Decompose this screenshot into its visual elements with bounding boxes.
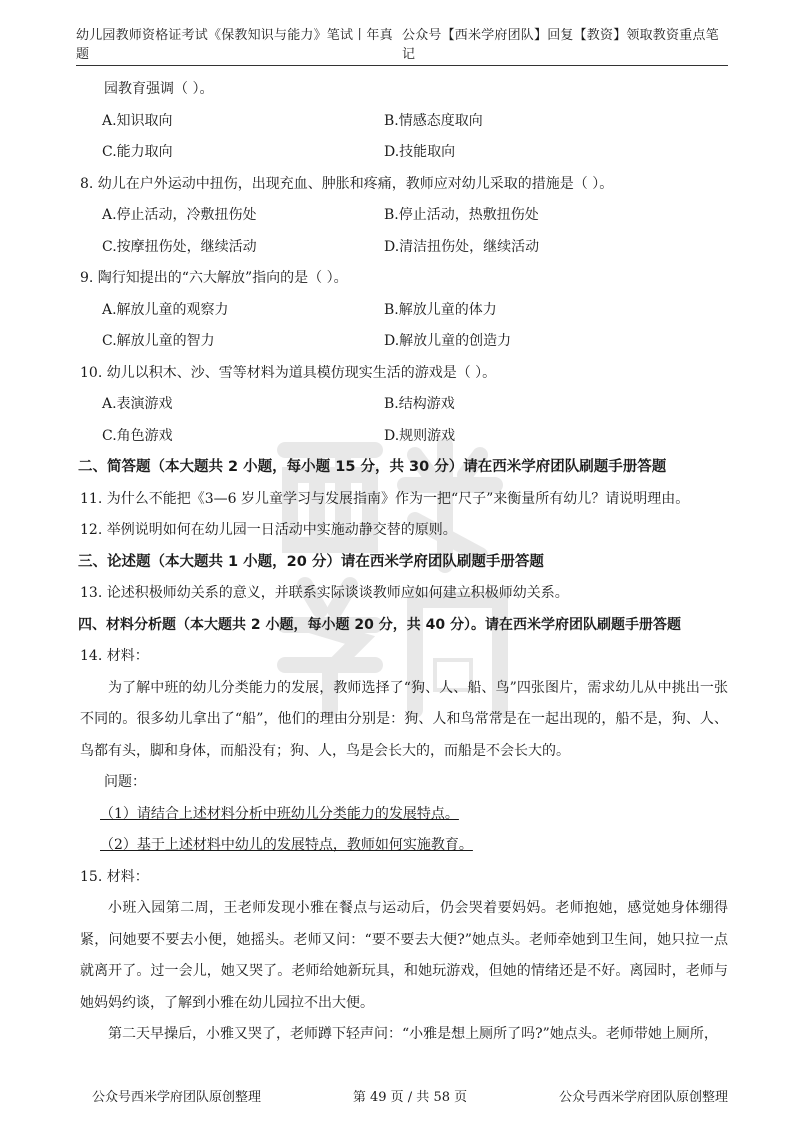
q14-material: 为了解中班的幼儿分类能力的发展，教师选择了“狗、人、船、鸟”四张图片，需求幼儿从中挑出一张不同的。很多幼儿拿出了“船”，他们的理由分别是：狗、人和鸟常常是在一起出现的，船不是，狗、人、鸟都有头，脚和身体，而船没有；狗、人，鸟是会长大的，而船是不会长大的。 — [80, 679, 728, 759]
q10-options-row-1 — [80, 389, 728, 421]
q9-options-row-2 — [80, 326, 728, 358]
page-content — [80, 74, 728, 1051]
option-a: A.解放儿童的观察力 — [102, 301, 229, 318]
option-a: A.知识取向 — [102, 112, 173, 129]
q15-material-paragraph-2: 第二天早操后，小雅又哭了，老师蹲下轻声问：“小雅是想上厕所了吗?”她点头。老师带她上厕所， — [108, 1026, 718, 1042]
q8-stem: 8. 幼儿在户外运动中扭伤，出现充血、肿胀和疼痛，教师应对幼儿采取的措施是（ ）。 — [80, 175, 614, 192]
section-4-heading: 四、材料分析题（本大题共 2 小题，每小题 20 分，共 40 分）。请在西米学府团队刷题手册答题 — [78, 616, 681, 633]
section-2-heading: 二、简答题（本大题共 2 小题，每小题 15 分，共 30 分）请在西米学府团队刷题手册答题 — [78, 459, 667, 475]
option-c: C.按摩扭伤处，继续活动 — [102, 238, 257, 255]
page-footer — [92, 1086, 728, 1105]
option-c: C.角色游戏 — [102, 427, 173, 444]
q14-subquestion-1-text: （1）请结合上述材料分析中班幼儿分类能力的发展特点。 — [100, 805, 459, 822]
page-number: 第 49 页 / 共 58 页 — [352, 1090, 468, 1105]
q8-options-row-2 — [80, 232, 728, 264]
q14-subquestion-1 — [80, 799, 728, 831]
q15-material-paragraph-1: 小班入园第二周，王老师发现小雅在餐点与运动后，仍会哭着要妈妈。老师抱她，感觉她身体绷得紧，问她要不要去小便，她摇头。老师又问：“要不要去大便?”她点头。老师牵她到卫生间，她只拉一点就离开了。过一会儿，她又哭了。老师给她新玩具，和她玩游戏，但她的情绪还是不好。离园时，老师与她妈妈约谈，了解到小雅在幼儿园拉不出大便。 — [80, 900, 728, 1011]
footer-left: 公众号西米学府团队原创整理 — [92, 1090, 262, 1105]
option-a: A.停止活动，冷敷扭伤处 — [102, 207, 257, 223]
q14-question-label: 问题： — [104, 774, 146, 790]
option-d: D.解放儿童的创造力 — [384, 333, 512, 349]
footer-right: 公众号西米学府团队原创整理 — [558, 1090, 728, 1105]
q10-options-row-2 — [80, 421, 728, 453]
q8-options-row-1 — [80, 200, 728, 232]
header-promo: 公众号【西米学府团队】回复【教资】领取教资重点笔记 — [402, 28, 719, 62]
option-b: B.结构游戏 — [384, 396, 455, 412]
section-3-heading: 三、论述题（本大题共 1 小题，20 分）请在西米学府团队刷题手册答题 — [78, 553, 544, 570]
option-b: B.解放儿童的体力 — [384, 301, 497, 318]
q14-subquestion-2 — [80, 830, 728, 862]
option-c: C.解放儿童的智力 — [102, 333, 215, 349]
q9-options-row-1 — [80, 295, 728, 327]
q12-text: 12. 举例说明如何在幼儿园一日活动中实施动静交替的原则。 — [80, 522, 457, 538]
option-a: A.表演游戏 — [102, 396, 173, 412]
q13-text: 13. 论述积极师幼关系的意义，并联系实际谈谈教师应如何建立积极师幼关系。 — [80, 585, 569, 601]
q7-options-row-1 — [80, 106, 728, 138]
page-header — [76, 28, 728, 66]
q9-stem: 9. 陶行知提出的“六大解放”指向的是（ ）。 — [80, 270, 348, 286]
q14-label: 14. 材料： — [80, 648, 149, 664]
q11-text: 11. 为什么不能把《3—6 岁儿童学习与发展指南》作为一把“尺子”来衡量所有幼儿？请说明理由。 — [80, 490, 690, 507]
q7-options-row-2 — [80, 137, 728, 169]
header-title: 幼儿园教师资格证考试《保教知识与能力》笔试丨年真题 — [76, 28, 393, 62]
option-d: D.清洁扭伤处，继续活动 — [384, 238, 540, 255]
option-d: D.技能取向 — [384, 144, 456, 160]
option-d: D.规则游戏 — [384, 427, 456, 444]
option-b: B.情感态度取向 — [384, 112, 483, 129]
q10-stem: 10. 幼儿以积木、沙、雪等材料为道具模仿现实生活的游戏是（ ）。 — [80, 364, 497, 381]
q14-subquestion-2-text: （2）基于上述材料中幼儿的发展特点，教师如何实施教育。 — [100, 837, 473, 853]
option-b: B.停止活动，热敷扭伤处 — [384, 207, 539, 223]
option-c: C.能力取向 — [102, 144, 173, 160]
q15-label: 15. 材料： — [80, 868, 149, 885]
continued-question-line: 园教育强调（ ）。 — [104, 81, 214, 97]
